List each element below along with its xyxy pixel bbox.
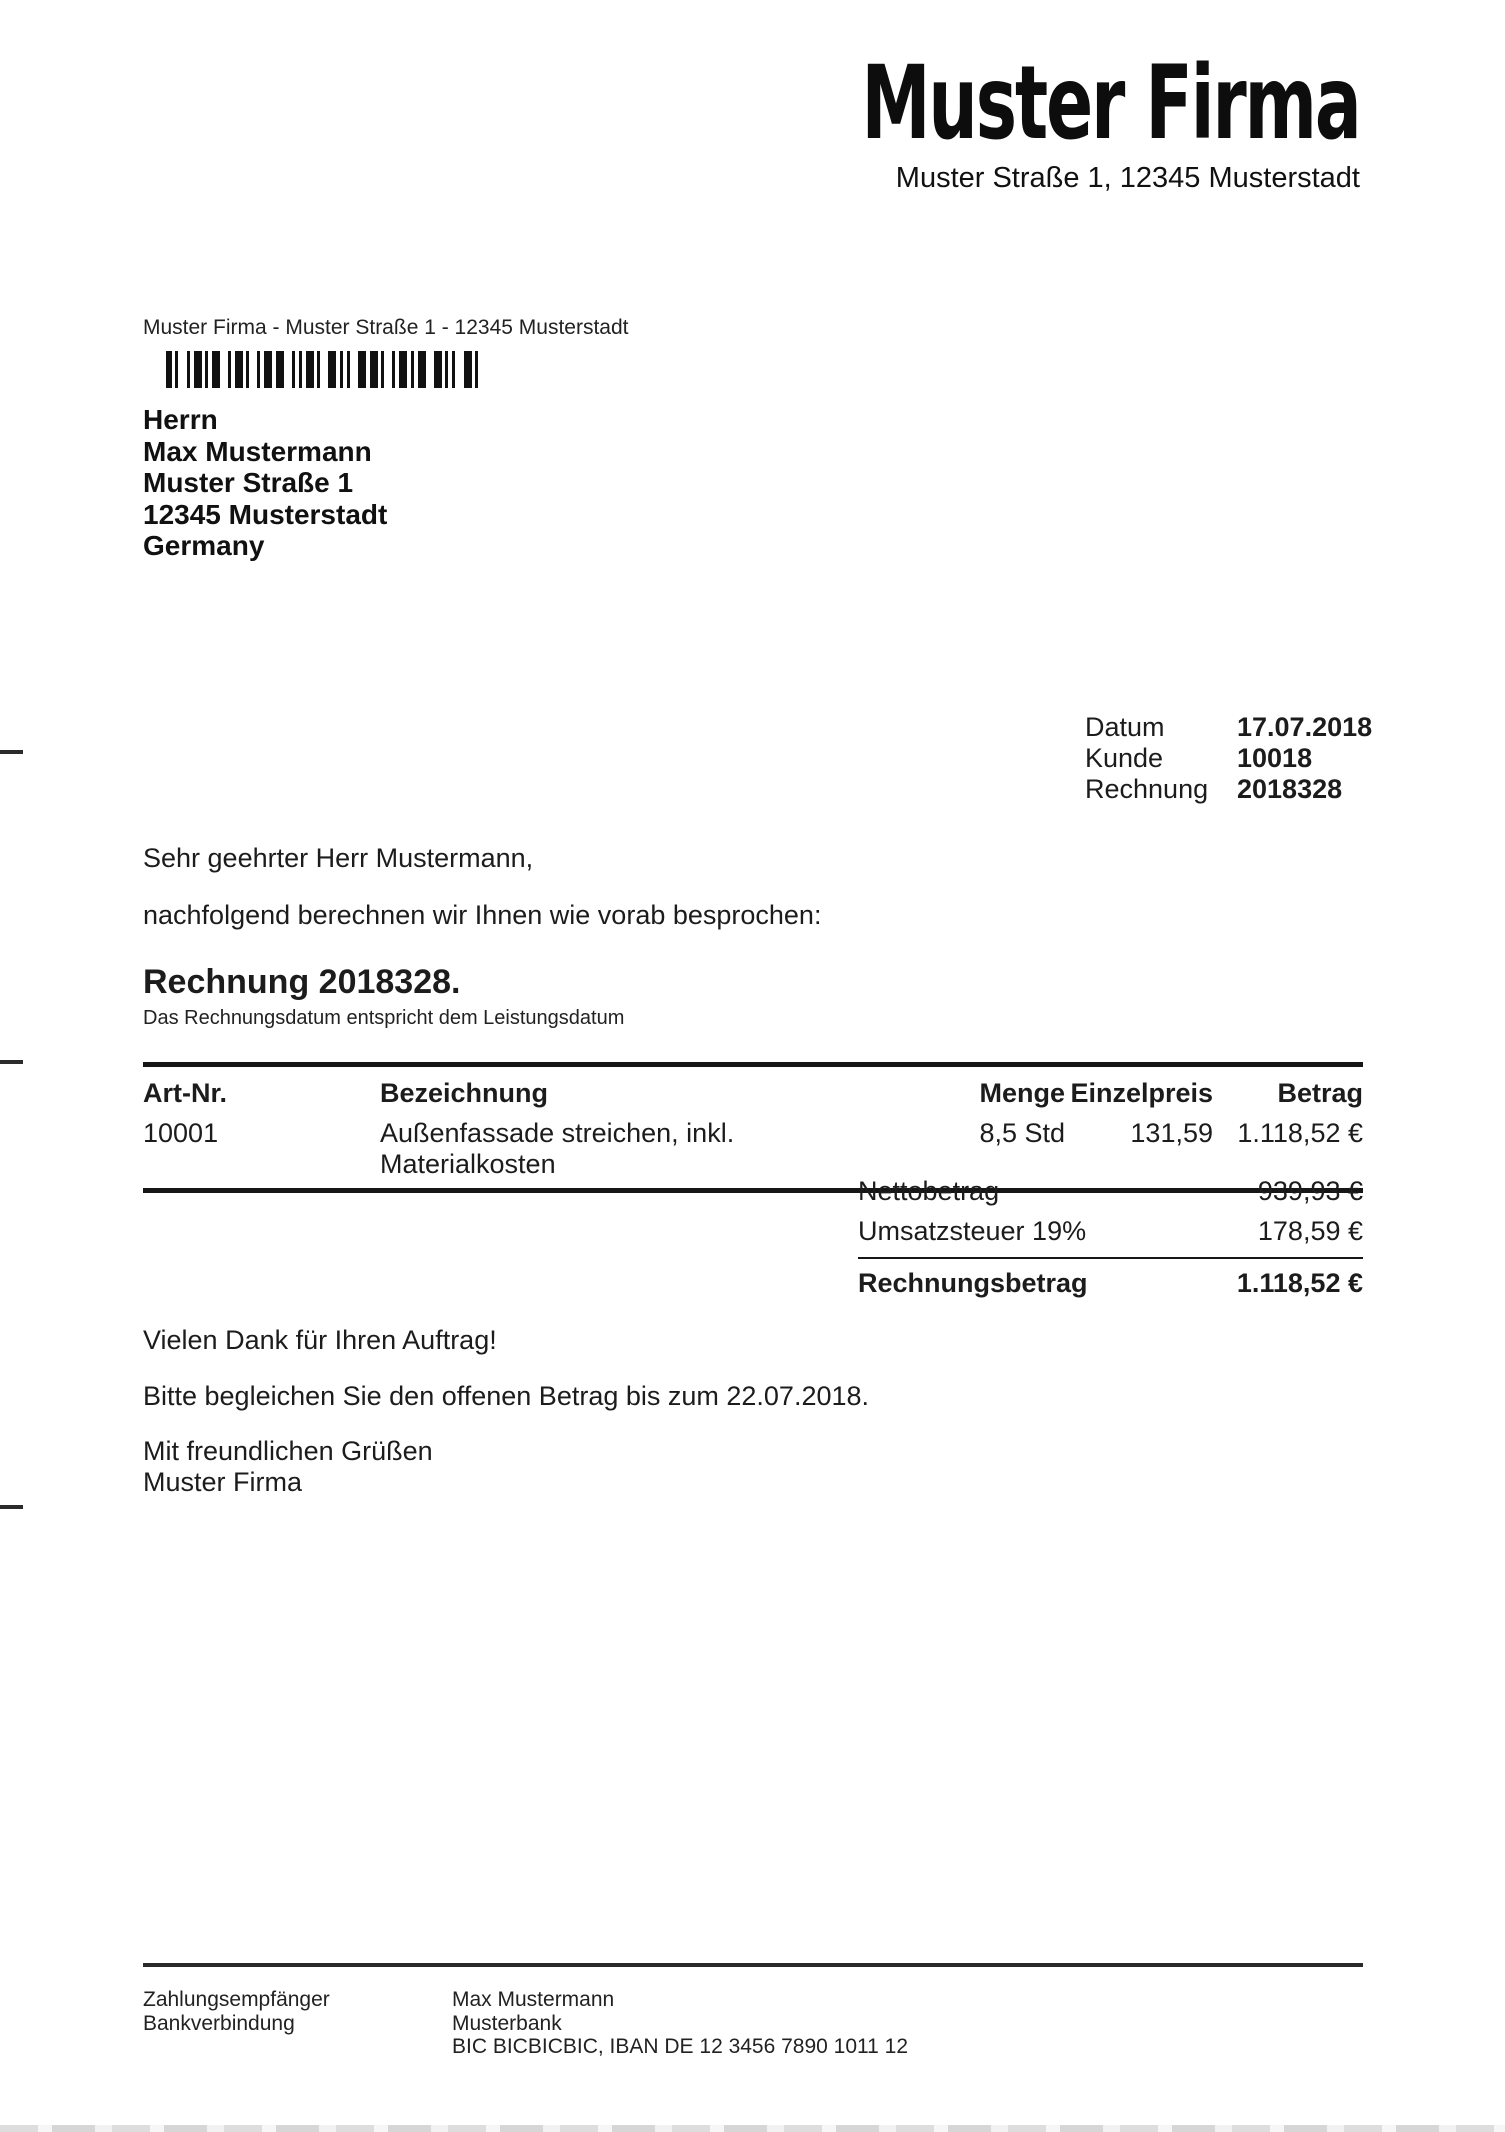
intro-line: nachfolgend berechnen wir Ihnen wie vorab besprochen: xyxy=(143,900,822,930)
thanks-line: Vielen Dank für Ihren Auftrag! xyxy=(143,1325,497,1355)
sender-return-address: Muster Firma - Muster Straße 1 - 12345 Musterstadt xyxy=(143,316,629,339)
total-value: 1.118,52 € xyxy=(1236,1268,1363,1298)
meta-label-rechnung: Rechnung xyxy=(1085,774,1209,804)
footer-label-zahlungsempfaenger: Zahlungsempfänger xyxy=(143,1988,330,2011)
header-einzelpreis: Einzelpreis xyxy=(1070,1078,1213,1108)
meta-value-datum: 17.07.2018 xyxy=(1237,712,1373,742)
total-label: Nettobetrag xyxy=(858,1176,1000,1206)
recipient-line: Max Mustermann xyxy=(143,435,372,467)
scan-edge-artifact xyxy=(0,2125,1505,2132)
totals-block xyxy=(858,1172,1363,1304)
cell-einzelpreis: 131,59 xyxy=(1130,1118,1213,1148)
cell-betrag: 1.118,52 € xyxy=(1237,1118,1363,1148)
cell-art-nr: 10001 xyxy=(143,1118,219,1148)
footer-divider xyxy=(143,1963,1363,1967)
meta-label-kunde: Kunde xyxy=(1085,743,1164,773)
total-row-rechnungsbetrag xyxy=(858,1257,1363,1304)
invoice-heading: Rechnung 2018328. xyxy=(143,963,461,1001)
footer-label-bankverbindung: Bankverbindung xyxy=(143,2011,295,2035)
fold-mark xyxy=(0,750,23,754)
signature-line: Muster Firma xyxy=(143,1467,303,1497)
total-value: 178,59 € xyxy=(1257,1216,1363,1246)
header-art-nr: Art-Nr. xyxy=(143,1078,228,1108)
meta-label-datum: Datum xyxy=(1085,712,1165,742)
cell-menge: 8,5 Std xyxy=(979,1118,1065,1148)
recipient-line: Herrn xyxy=(143,404,218,435)
total-value: 939,93 € xyxy=(1257,1176,1363,1206)
letterhead xyxy=(627,44,1360,194)
header-bezeichnung: Bezeichnung xyxy=(380,1078,549,1108)
regards-block xyxy=(143,1436,433,1498)
salutation: Sehr geehrter Herr Mustermann, xyxy=(143,843,534,873)
fold-mark xyxy=(0,1060,23,1064)
recipient-line: Germany xyxy=(143,530,265,561)
total-label: Umsatzsteuer 19% xyxy=(858,1216,1087,1246)
payment-request-line: Bitte begleichen Sie den offenen Betrag bis zum 22.07.2018. xyxy=(143,1381,870,1411)
address-barcode-icon xyxy=(166,351,478,388)
invoice-note: Das Rechnungsdatum entspricht dem Leistungsdatum xyxy=(143,1007,625,1029)
invoice-meta-block xyxy=(1085,712,1372,805)
recipient-address-block xyxy=(143,404,387,562)
footer-bank-details xyxy=(143,1988,1363,2059)
footer-value-empfaenger: Max Mustermann xyxy=(452,1988,615,2011)
company-address-line: Muster Straße 1, 12345 Musterstadt xyxy=(895,162,1360,194)
company-logo: Muster Firma xyxy=(861,44,1360,163)
recipient-line: 12345 Musterstadt xyxy=(143,498,388,530)
cell-bezeichnung: Außenfassade streichen, inkl. Materialkosten xyxy=(380,1118,735,1179)
meta-value-kunde: 10018 xyxy=(1237,743,1313,773)
header-menge: Menge xyxy=(979,1078,1065,1108)
meta-value-rechnung: 2018328 xyxy=(1237,774,1343,804)
footer-value-bank: Musterbank xyxy=(452,2011,562,2035)
total-label: Rechnungsbetrag xyxy=(858,1268,1088,1298)
header-betrag: Betrag xyxy=(1277,1078,1363,1108)
total-row-netto xyxy=(858,1172,1363,1212)
footer-label-empty xyxy=(143,2035,452,2059)
regards-line: Mit freundlichen Grüßen xyxy=(143,1436,433,1466)
recipient-line: Muster Straße 1 xyxy=(143,467,354,498)
fold-mark xyxy=(0,1505,23,1509)
total-row-ust xyxy=(858,1212,1363,1252)
footer-value-bic-iban: BIC BICBICBIC, IBAN DE 12 3456 7890 1011 12 xyxy=(452,2035,909,2058)
items-table-header xyxy=(143,1067,1363,1118)
